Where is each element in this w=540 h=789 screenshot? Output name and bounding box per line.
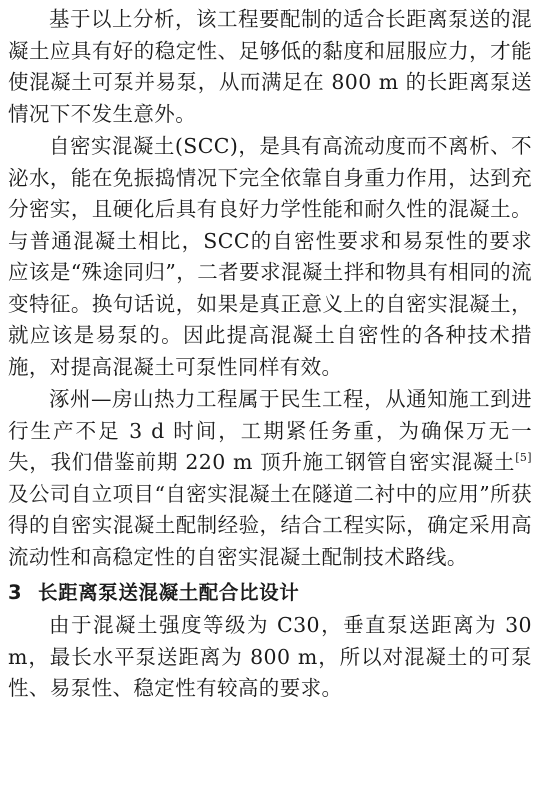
paragraph-requirements: 由于混凝土强度等级为 C30，垂直泵送距离为 30 m，最长水平泵送距离为 800 m，所以对混凝土的可泵性、易泵性、稳定性有较高的要求。 [8, 613, 532, 700]
paragraph-project-text-1: 涿州—房山热力工程属于民生工程，从通知施工到进行生产不足 3 d 时间，工期紧任务重，为确保万无一失，我们借鉴前期 220 m 顶升施工钢管自密实混凝土 [8, 387, 532, 474]
article-page [8, 4, 532, 705]
paragraph-analysis: 基于以上分析，该工程要配制的适合长距离泵送的混凝土应具有好的稳定性、足够低的黏度和屈服应力，才能使混凝土可泵并易泵，从而满足在 800 m 的长距离泵送情况下不发生意外。 [8, 7, 532, 126]
paragraph-project [8, 384, 532, 573]
section-heading [8, 577, 532, 608]
citation-ref: [5] [515, 451, 532, 465]
paragraph-project-text-2: 及公司自立项目“自密实混凝土在隧道二衬中的应用”所获得的自密实混凝土配制经验，结合工程实际，确定采用高流动性和高稳定性的自密实混凝土配制技术路线。 [8, 481, 532, 569]
section-number: 3 [8, 581, 23, 604]
section-title: 长距离泵送混凝土配合比设计 [38, 581, 300, 604]
paragraph-scc-definition: 自密实混凝土(SCC)，是具有高流动度而不离析、不泌水，能在免振捣情况下完全依靠自身重力作用，达到充分密实，且硬化后具有良好力学性能和耐久性的混凝土。与普通混凝土相比，SCC的自密性要求和易泵性的要求应该是“殊途同归”，二者要求混凝土拌和物具有相同的流变特征。换句话说，如果是真正意义上的自密实混凝土，就应该是易泵的。因此提高混凝土自密性的各种技术措施，对提高混凝土可泵性同样有效。 [8, 134, 532, 379]
